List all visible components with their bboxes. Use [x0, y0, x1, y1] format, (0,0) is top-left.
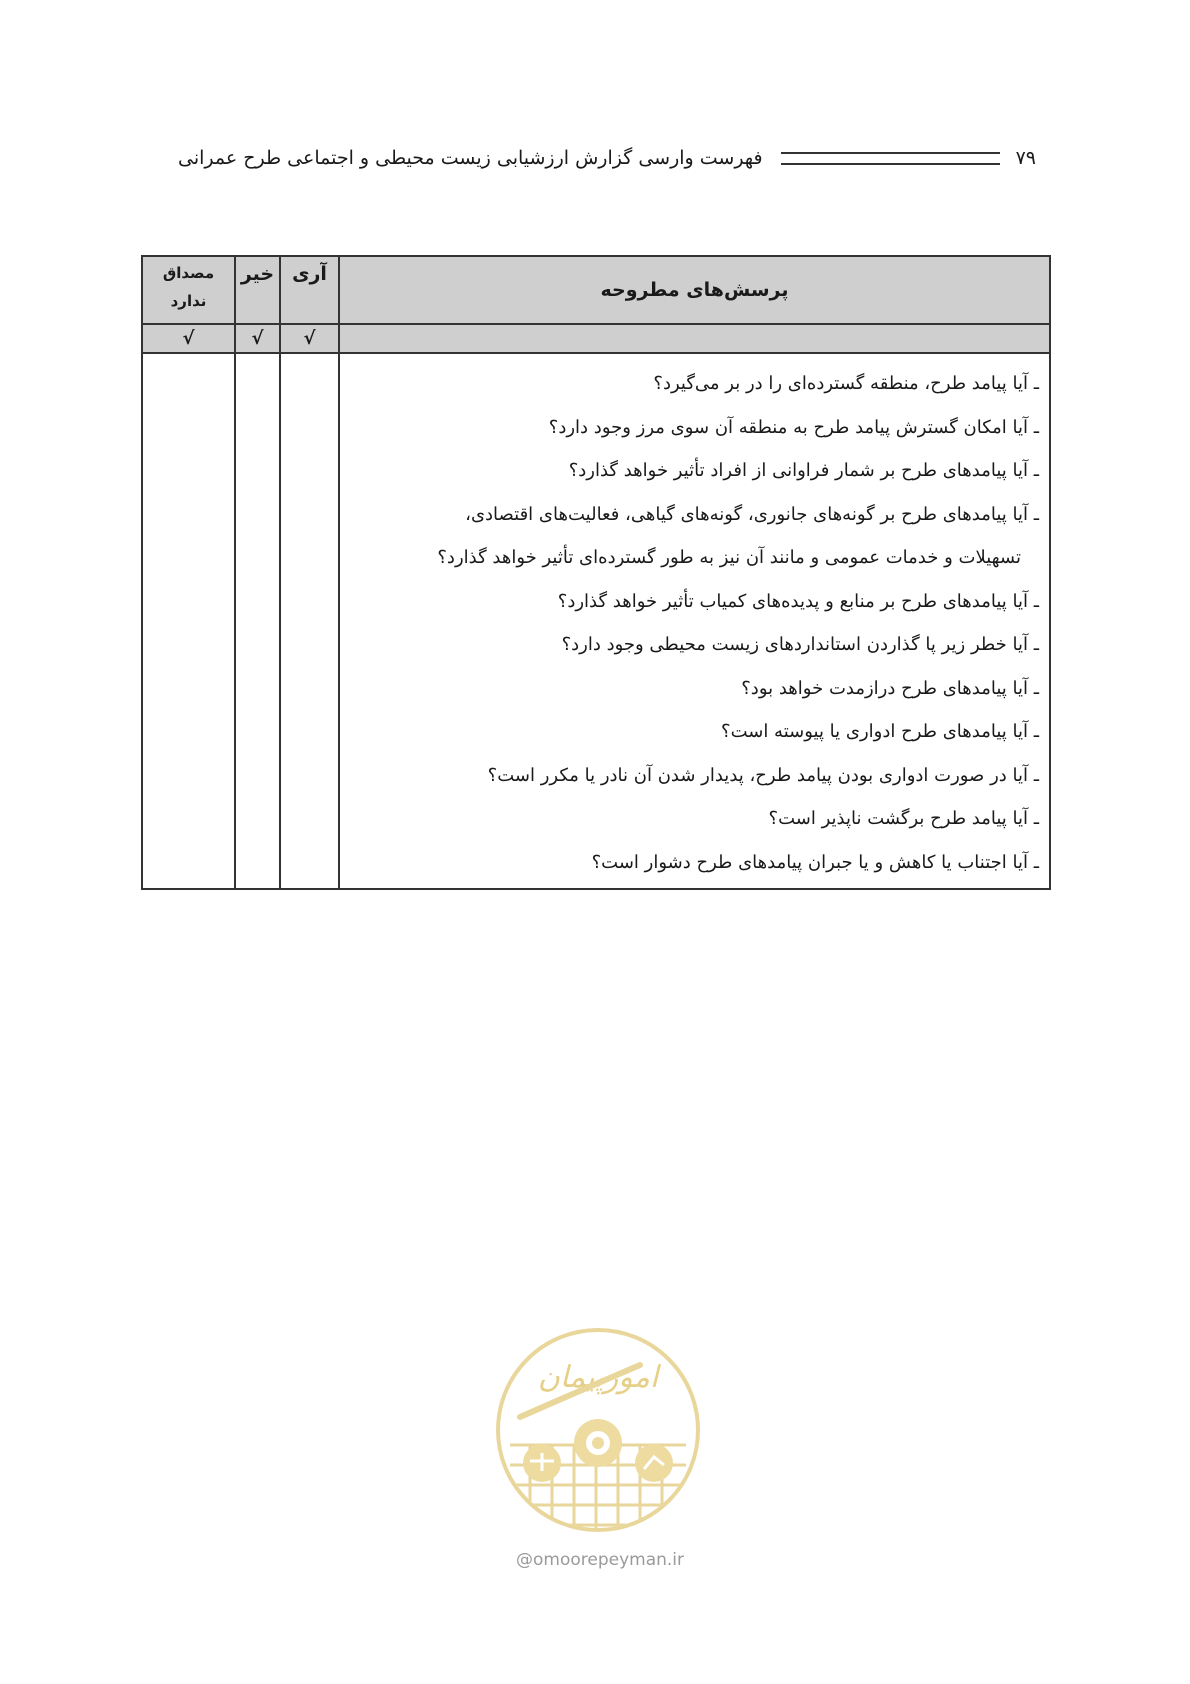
- header-rule: [781, 152, 1000, 165]
- not-applicable-answer-cell: [142, 353, 235, 889]
- questions-cell: [339, 353, 1050, 889]
- scales-icon: [523, 1444, 561, 1482]
- checklist-table: [141, 255, 1051, 890]
- questions-row: [142, 353, 1050, 889]
- question-line: ـ آیا پیامدهای طرح بر گونه‌های جانوری، گونه‌های گیاهی، فعالیت‌های اقتصادی،: [465, 503, 1039, 525]
- website-watermark: @omoorepeyman.ir: [515, 1550, 685, 1570]
- header-row: [142, 256, 1050, 324]
- question-line: ـ آیا پیامد طرح، منطقه گسترده‌ای را در بر می‌گیرد؟: [653, 373, 1039, 394]
- page-header: [178, 140, 1036, 176]
- omoorepeyman-logo-watermark: [490, 1325, 706, 1535]
- question-line: ـ آیا پیامد طرح برگشت ناپذیر است؟: [768, 808, 1039, 829]
- not-applicable-header-line1: مصداق: [162, 264, 215, 282]
- question-line: ـ آیا پیامدهای طرح ادواری یا پیوسته است؟: [721, 721, 1039, 742]
- check-row-blank-cell: [339, 324, 1050, 353]
- logo-script-text: امورپیمان: [537, 1360, 659, 1395]
- question-line: ـ آیا پیامدهای طرح بر منابع و پدیده‌های کمیاب تأثیر خواهد گذارد؟: [557, 590, 1039, 612]
- question-column-header: پرسش‌های مطروحه: [339, 256, 1050, 324]
- question-line: ـ آیا امکان گسترش پیامد طرح به منطقه آن سوی مرز وجود دارد؟: [548, 416, 1039, 438]
- question-line: ـ آیا پیامدهای طرح بر شمار فراوانی از افراد تأثیر خواهد گذارد؟: [568, 460, 1039, 481]
- check-mark-row: [142, 324, 1050, 353]
- no-answer-cell: [235, 353, 280, 889]
- question-line: ـ آیا اجتناب یا کاهش و یا جبران پیامدهای طرح دشوار است؟: [591, 851, 1039, 873]
- question-line-continuation: تسهیلات و خدمات عمومی و مانند آن نیز به طور گسترده‌ای تأثیر خواهد گذارد؟: [437, 547, 1021, 568]
- excavator-icon: [635, 1444, 673, 1482]
- page-number: ۷۹: [1015, 147, 1036, 169]
- question-line: ـ آیا در صورت ادواری بودن پیامد طرح، پدیدار شدن آن نادر یا مکرر است؟: [487, 764, 1039, 786]
- not-applicable-column-header: [142, 256, 235, 324]
- question-line: ـ آیا خطر زیر پا گذاردن استانداردهای زیست محیطی وجود دارد؟: [561, 634, 1039, 655]
- yes-column-header: آری: [280, 256, 339, 324]
- running-title: فهرست وارسی گزارش ارزشیابی زیست محیطی و اجتماعی طرح عمرانی: [178, 147, 763, 169]
- question-line: ـ آیا پیامدهای طرح درازمدت خواهد بود؟: [741, 677, 1039, 699]
- no-check-mark: √: [235, 324, 280, 353]
- not-applicable-header-line2: ندارد: [170, 292, 207, 310]
- no-column-header: خیر: [235, 256, 280, 324]
- yes-answer-cell: [280, 353, 339, 889]
- yes-check-mark: √: [280, 324, 339, 353]
- not-applicable-check-mark: √: [142, 324, 235, 353]
- gear-icon: [574, 1419, 622, 1467]
